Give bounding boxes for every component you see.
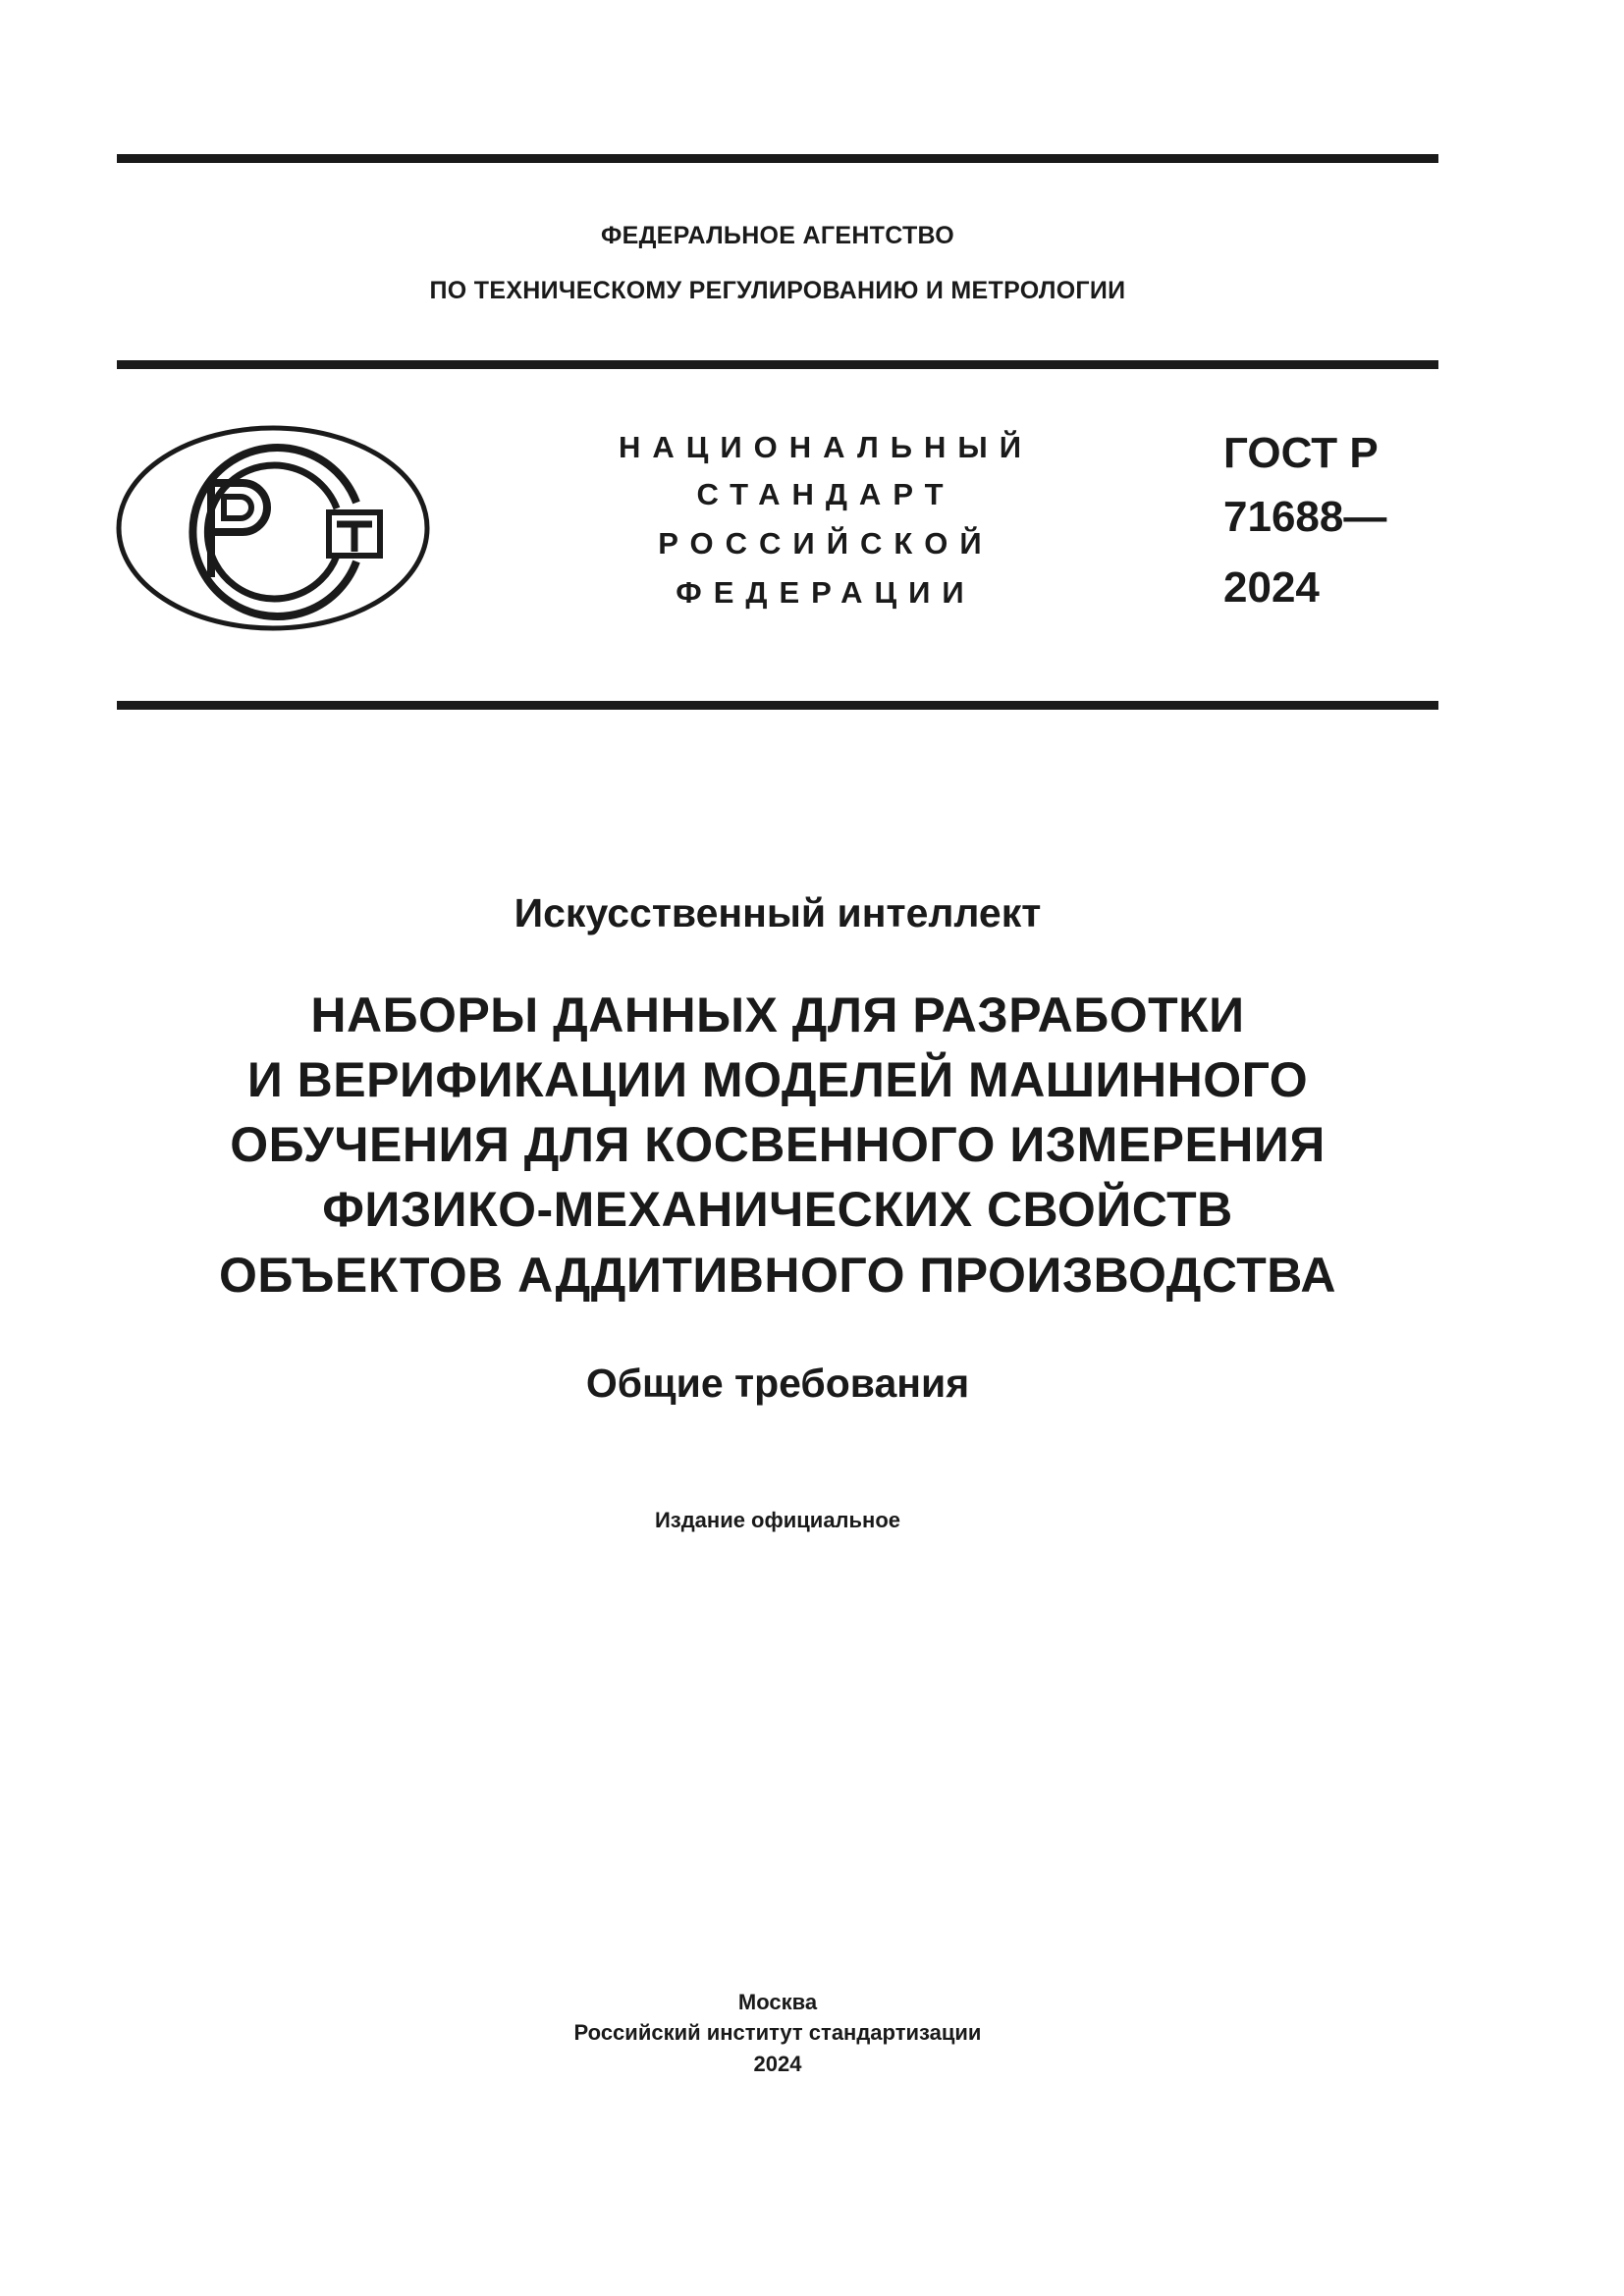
designation-divider: [117, 701, 1438, 710]
standard-type-line-3: РОССИЙСКОЙ: [658, 526, 994, 561]
standard-designation-line-1: ГОСТ Р: [1223, 429, 1379, 477]
top-divider: [117, 154, 1438, 163]
title-line-1: НАБОРЫ ДАННЫХ ДЛЯ РАЗРАБОТКИ: [310, 988, 1245, 1042]
requirements-subtitle: Общие требования: [585, 1361, 970, 1406]
standard-designation-line-2: 71688—: [1223, 493, 1387, 541]
title-line-2: И ВЕРИФИКАЦИИ МОДЕЛЕЙ МАШИННОГО: [246, 1052, 1309, 1107]
standard-designation-line-3: 2024: [1223, 563, 1320, 612]
title-line-4: ФИЗИКО-МЕХАНИЧЕСКИХ СВОЙСТВ: [322, 1182, 1233, 1237]
title-line-5: ОБЪЕКТОВ АДДИТИВНОГО ПРОИЗВОДСТВА: [218, 1248, 1337, 1303]
standard-type-line-4: ФЕДЕРАЦИИ: [676, 575, 976, 610]
agency-name-line-2: ПО ТЕХНИЧЕСКОМУ РЕГУЛИРОВАНИЮ И МЕТРОЛОГИИ: [429, 277, 1126, 304]
title-line-3: ОБУЧЕНИЯ ДЛЯ КОСВЕННОГО ИЗМЕРЕНИЯ: [230, 1117, 1326, 1172]
edition-note: Издание официальное: [654, 1508, 901, 1532]
agency-name-line-1: ФЕДЕРАЛЬНОЕ АГЕНТСТВО: [600, 222, 955, 249]
header-divider: [117, 360, 1438, 369]
imprint-city: Москва: [737, 1990, 818, 2014]
standard-type-line-1: НАЦИОНАЛЬНЫЙ: [618, 430, 1034, 464]
subject-heading: Искусственный интеллект: [514, 890, 1042, 935]
rst-conformity-mark-icon: [115, 424, 431, 632]
standard-type-line-2: СТАНДАРТ: [696, 477, 955, 511]
imprint-publisher: Российский институт стандартизации: [573, 2020, 982, 2045]
imprint-year: 2024: [753, 2052, 802, 2076]
